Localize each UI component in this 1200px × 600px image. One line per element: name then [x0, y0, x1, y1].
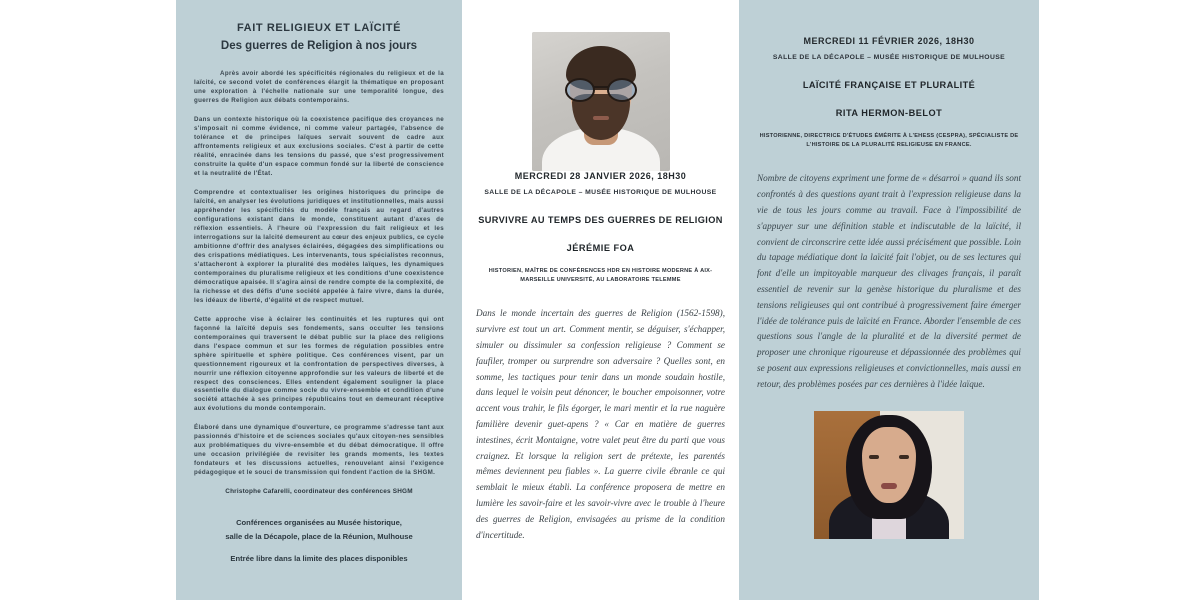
middle-column-panel: [462, 0, 739, 600]
eyeglasses-icon: [565, 78, 637, 98]
photo-lens-right: [607, 78, 637, 102]
intro-paragraph-3: Comprendre et contextualiser les origines historiques du principe de laïcité, en analyser les évolutions juridiques et institutionnelles, mais aussi appréhender les spécificités du modèle français au regard d'autres configurations existant dans le monde, constituent autant d'axes de réflexion essentiels. À l'heure où l'expression du fait religieux et les interrogations sur la laïcité demeurent au cœur des enjeux publics, ce cycle ambitionne d'offrir des analyses éclairées, dégagées des simplifications ou des crispations médiatiques. Les intervenants, tous spécialistes reconnus, s'attacheront à explorer la pluralité des modèles laïques, les dynamiques contemporaines du pluralisme religieux et les conditions d'une coexistence démocratique apaisée. Il s'agira ainsi de rendre compte de la complexité, de la richesse et des défis d'une société appelée à faire vivre, dans la durée, les idéaux de liberté, d'égalité et de respect mutuel.: [194, 188, 444, 304]
speaker-photo-jeremie-foa: [532, 32, 670, 171]
event-venue-1: SALLE DE LA DÉCAPOLE – MUSÉE HISTORIQUE DE MULHOUSE: [484, 188, 717, 196]
intro-paragraph-1: Après avoir abordé les spécificités régionales du religieux et de la laïcité, ce second volet de conférences élargit la thématique en proposant une exploration à l'échelle nationale sur une temporalité longue, des guerres de Religion aux débats contemporains.: [194, 69, 444, 104]
page-subtitle: Des guerres de Religion à nos jours: [220, 40, 418, 53]
intro-paragraph-2: Dans un contexte historique où la coexistence pacifique des croyances ne s'imposait ni comme évidence, ni comme valeur partagée, l'absence de tolérance et de principes laïques servait souvent de cadre aux affrontements religieux et aux exclusions sociales. C'est à partir de cette réalité, enracinée dans les tensions du passé, que s'est progressivement construite la quête d'un espace commun fondé sur la liberté de conscience et la neutralité de l'État.: [194, 115, 444, 177]
talk-abstract-1: Dans le monde incertain des guerres de Religion (1562-1598), survivre est tout un art. Comment mentir, se déguiser, s'échapper, simuler ou dissimuler sa confession religieuse ? Comment se faufiler, tromper ou surprendre son adversaire ? Quelles sont, en somme, les tactiques pour tenir dans un monde soudain hostile, dans lequel le voisin peut dénoncer, le boucher empoisonner, votre accent vous trahir, le fils égorger, le mari mentir et la rue naguère familière devenir guet-apens ? « Car en matière de guerres intestines, écrit Montaigne, votre valet peut être du parti que vous craignez. Et lorsque la religion sert de prétexte, les parentés mêmes deviennent peu fiables ». La guerre civile ébranle ce qui semblait le mieux établi. La conférence proposera de mettre en lumière les savoir-faire et les savoir-vivre avec le trouble à l'heure des guerres de Religion, envisagées au prisme de la condition d'incertitude.: [476, 308, 725, 540]
talk-title-1: SURVIVRE AU TEMPS DES GUERRES DE RELIGION: [478, 214, 723, 225]
right-column-panel: [739, 0, 1039, 600]
footer-line-2: salle de la Décapole, place de la Réunion, Mulhouse: [225, 532, 413, 542]
talk-title-2: LAÏCITÉ FRANÇAISE ET PLURALITÉ: [802, 79, 976, 90]
talk-abstract-2: Nombre de citoyens expriment une forme de « désarroi » quand ils sont confrontés à des questions ayant trait à l'expression religieuse dans la vie de tous les jours comme au travail. Face à l'impossibilité de s'appuyer sur une définition stable et indiscutable de la laïcité, il convient de circonscrire cette idée aussi précisément que possible. Loin du tapage médiatique dont la laïcité fait l'objet, ou de ses lectures qui font d'elle un impitoyable marqueur des clivages français, il paraît essentiel de revenir sur la genèse historique du pluralisme et des tensions religieuses qui ont contribué à progressivement faire émerger l'idée de tolérance puis de laïcité en France. Aborder l'ensemble de ces questions sous l'angle de la pluralité et de la diversité permet de proposer une chronique rigoureuse et dépassionnée des problèmes qui se posent aux expressions religieuses et convictionnelles, mais aussi en retour, des problèmes posées par ces dernières à l'idée laïque.: [757, 173, 1021, 389]
speaker-name-2: RITA HERMON-BELOT: [835, 108, 943, 119]
event-date-2: MERCREDI 11 FÉVRIER 2026, 18H30: [803, 36, 975, 46]
speaker-name-1: JÉRÉMIE FOA: [566, 243, 635, 254]
footer-line-1: Conférences organisées au Musée historique,: [236, 518, 402, 528]
speaker-bio-2: HISTORIENNE, DIRECTRICE D'ÉTUDES ÉMÉRITE À L'EHESS (CESPRA), SPÉCIALISTE DE L'HISTOIRE DE LA PLURALITÉ RELIGIEUSE EN FRANCE.: [759, 133, 1019, 148]
footer-line-3: Entrée libre dans la limite des places disponibles: [230, 554, 408, 564]
photo-mouth: [593, 116, 609, 120]
photo-eye-right: [899, 455, 909, 459]
photo-mouth: [881, 483, 897, 489]
event-venue-2: SALLE DE LA DÉCAPOLE – MUSÉE HISTORIQUE DE MULHOUSE: [772, 53, 1006, 61]
left-column-panel: [176, 0, 462, 600]
intro-paragraph-4: Cette approche vise à éclairer les continuités et les ruptures qui ont façonné la laïcité depuis ses fondements, sans occulter les tensions contemporaines qui traversent le débat public sur la place des religions dans l'espace commun et sur les formes de régulation possibles entre sphère spirituelle et sphère politique. Ces conférences visent, par un questionnement rigoureux et la confrontation de perspectives diverses, à nourrir une réflexion citoyenne approfondie sur les valeurs de liberté et de respect des consciences. Elles entendent également souligner la place essentielle du dialogue comme socle du vivre-ensemble et condition d'une société attachée à ses principes républicains tout en demeurant réceptive aux évolutions du monde contemporain.: [194, 315, 444, 413]
coordinator-credit: Christophe Cafarelli, coordinateur des conférences SHGM: [225, 488, 413, 496]
page-title: FAIT RELIGIEUX ET LAÏCITÉ: [236, 22, 402, 34]
speaker-photo-rita-hermon-belot: [814, 411, 964, 539]
photo-eye-left: [869, 455, 879, 459]
photo-lens-left: [565, 78, 595, 102]
intro-paragraph-5: Élaboré dans une dynamique d'ouverture, ce programme s'adresse tant aux passionnés d'histoire et de sciences sociales qu'aux citoyen-nes sensibles aux problématiques du vivre-ensemble et du débat démocratique. Il offre une occasion privilégiée de revisiter les grands moments, les textes fondateurs et les discussions actuelles, renouvelant ainsi l'exigence pédagogique et le souci de transmission qui fondent l'action de la SHGM.: [194, 424, 444, 477]
speaker-bio-1: HISTORIEN, MAÎTRE DE CONFÉRENCES HDR EN HISTOIRE MODERNE À AIX-MARSEILLE UNIVERSITÉ, AU LABORATOIRE TELEMME: [488, 268, 713, 283]
event-date-1: MERCREDI 28 JANVIER 2026, 18H30: [514, 171, 687, 181]
practical-info-block: [194, 517, 444, 564]
